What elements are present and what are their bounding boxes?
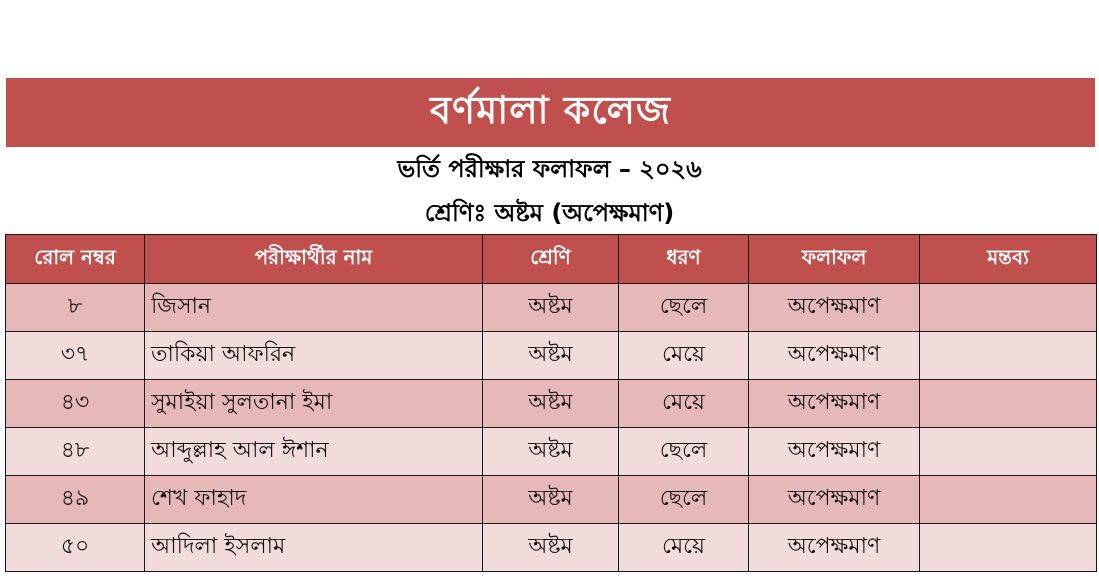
header-type: ধরণ xyxy=(619,235,749,284)
cell-roll: ৫০ xyxy=(6,524,145,572)
cell-type: ছেলে xyxy=(619,284,749,332)
cell-class: অষ্টম xyxy=(483,428,619,476)
cell-class: অষ্টম xyxy=(483,476,619,524)
cell-remark xyxy=(920,524,1097,572)
cell-remark xyxy=(920,332,1097,380)
cell-remark xyxy=(920,380,1097,428)
class-line: শ্রেণিঃ অষ্টম (অপেক্ষমাণ) xyxy=(424,199,675,227)
cell-remark xyxy=(920,428,1097,476)
cell-name: সুমাইয়া সুলতানা ইমা xyxy=(145,380,483,428)
cell-name: আব্দুল্লাহ আল ঈশান xyxy=(145,428,483,476)
cell-class: অষ্টম xyxy=(483,332,619,380)
table-row xyxy=(6,380,1097,428)
cell-roll: ৮ xyxy=(6,284,145,332)
cell-result: অপেক্ষমাণ xyxy=(749,524,920,572)
header-result: ফলাফল xyxy=(749,235,920,284)
cell-type: মেয়ে xyxy=(619,332,749,380)
cell-result: অপেক্ষমাণ xyxy=(749,380,920,428)
cell-roll: ৩৭ xyxy=(6,332,145,380)
table-row xyxy=(6,428,1097,476)
cell-name: আদিলা ইসলাম xyxy=(145,524,483,572)
college-name: বর্ণমালা কলেজ xyxy=(430,87,671,132)
table-row xyxy=(6,332,1097,380)
results-table xyxy=(5,234,1097,572)
cell-class: অষ্টম xyxy=(483,284,619,332)
exam-title: ভর্তি পরীক্ষার ফলাফল – ২০২৬ xyxy=(397,155,702,183)
college-banner xyxy=(6,78,1095,147)
cell-remark xyxy=(920,476,1097,524)
cell-remark xyxy=(920,284,1097,332)
cell-name: জিসান xyxy=(145,284,483,332)
cell-class: অষ্টম xyxy=(483,524,619,572)
table-header-row xyxy=(6,235,1097,284)
table-row xyxy=(6,524,1097,572)
cell-roll: ৪৩ xyxy=(6,380,145,428)
cell-type: মেয়ে xyxy=(619,380,749,428)
cell-type: ছেলে xyxy=(619,428,749,476)
table-row xyxy=(6,284,1097,332)
header-roll: রোল নম্বর xyxy=(6,235,145,284)
cell-roll: ৪৮ xyxy=(6,428,145,476)
cell-name: শেখ ফাহাদ xyxy=(145,476,483,524)
cell-class: অষ্টম xyxy=(483,380,619,428)
cell-result: অপেক্ষমাণ xyxy=(749,332,920,380)
cell-roll: ৪৯ xyxy=(6,476,145,524)
header-remark: মন্তব্য xyxy=(920,235,1097,284)
cell-result: অপেক্ষমাণ xyxy=(749,476,920,524)
header-class: শ্রেণি xyxy=(483,235,619,284)
cell-result: অপেক্ষমাণ xyxy=(749,284,920,332)
header-name: পরীক্ষার্থীর নাম xyxy=(145,235,483,284)
cell-name: তাকিয়া আফরিন xyxy=(145,332,483,380)
cell-type: মেয়ে xyxy=(619,524,749,572)
cell-type: ছেলে xyxy=(619,476,749,524)
table-row xyxy=(6,476,1097,524)
cell-result: অপেক্ষমাণ xyxy=(749,428,920,476)
